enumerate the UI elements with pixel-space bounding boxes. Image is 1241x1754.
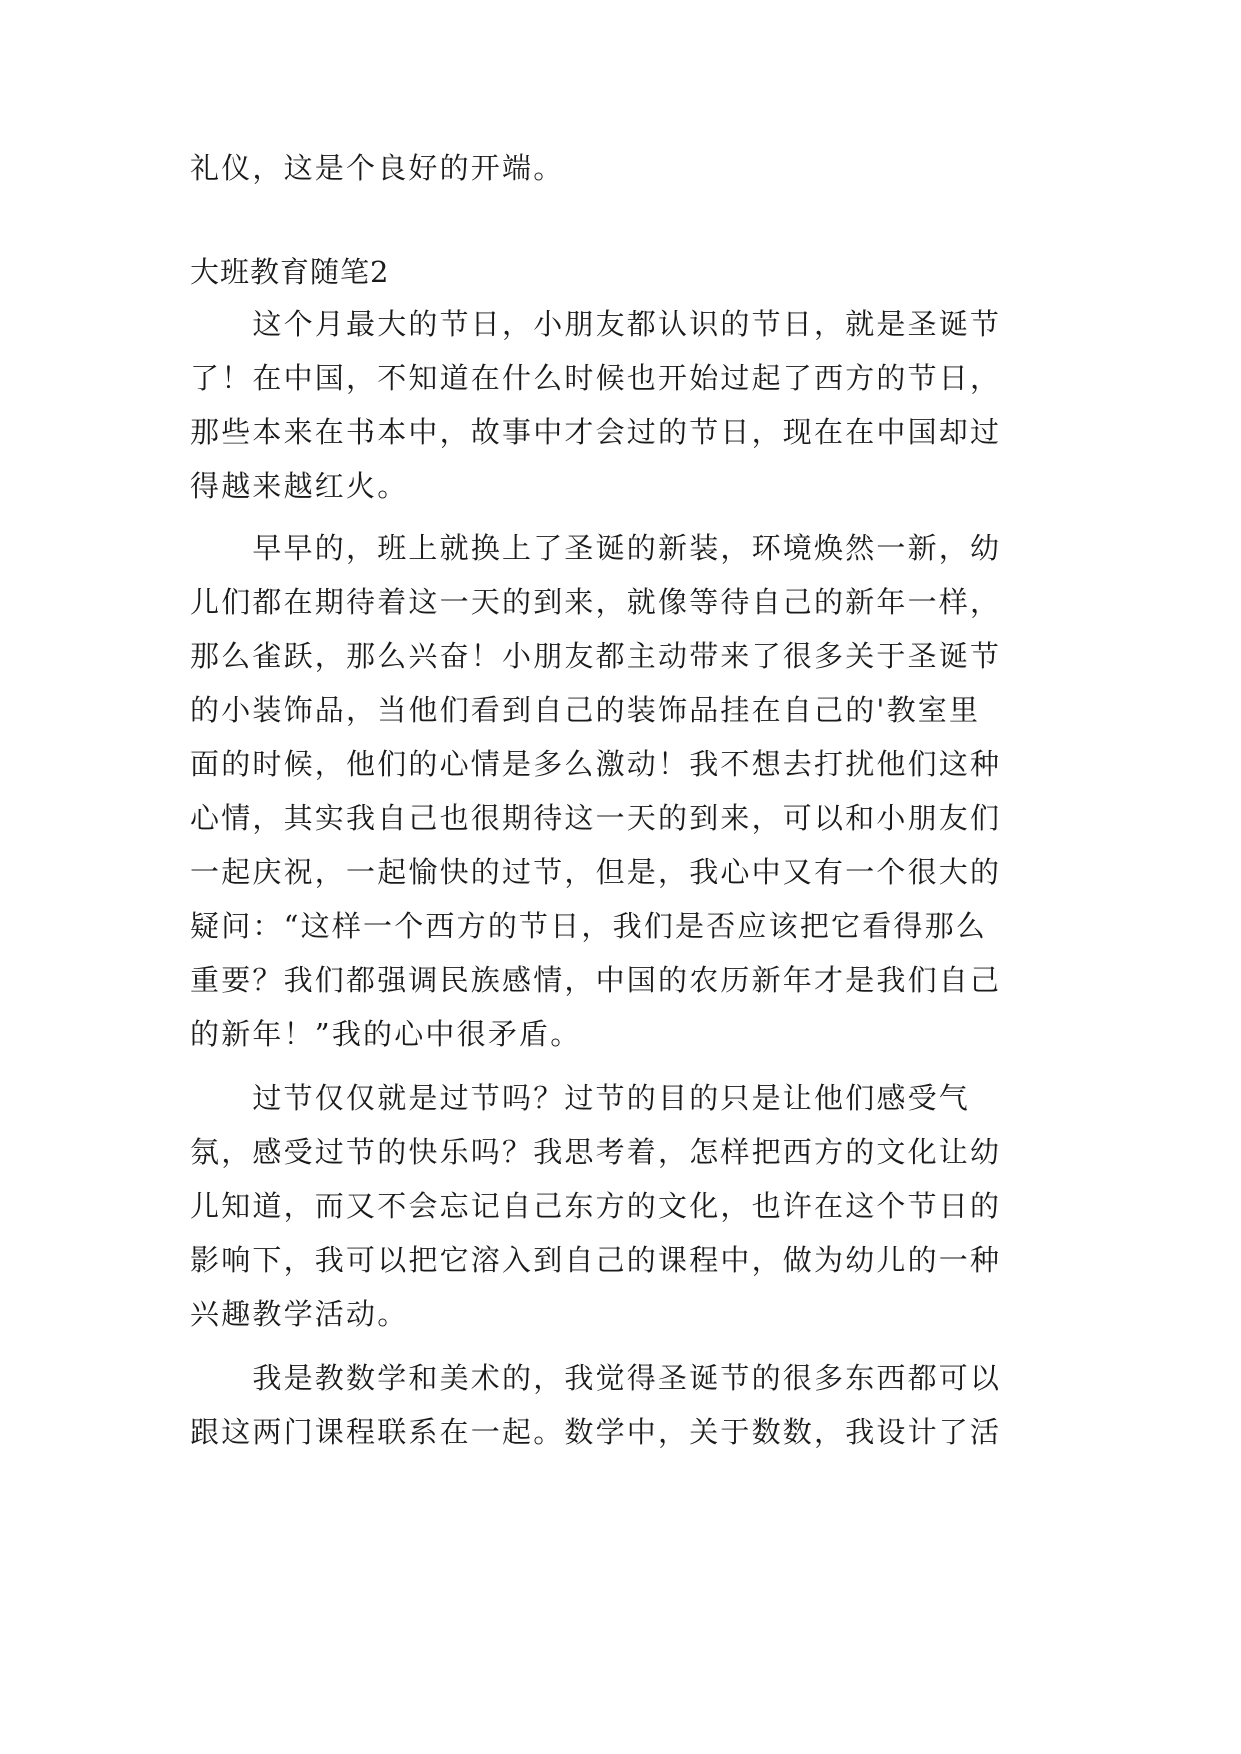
section-heading: 大班教育随笔2 (190, 255, 390, 289)
paragraph-line: 这个月最大的节日，小朋友都认识的节日，就是圣诞节 (190, 307, 1002, 341)
paragraph-line: 疑问：“这样一个西方的节日，我们是否应该把它看得那么 (190, 909, 988, 943)
paragraph-line: 那些本来在书本中，故事中才会过的节日，现在在中国却过 (190, 415, 1002, 449)
paragraph-line: 的小装饰品，当他们看到自己的装饰品挂在自己的'教室里 (190, 693, 981, 727)
paragraph-line: 跟这两门课程联系在一起。数学中，关于数数，我设计了活 (190, 1415, 1002, 1449)
paragraph-line: 得越来越红火。 (190, 469, 409, 503)
paragraph-line: 一起庆祝，一起愉快的过节，但是，我心中又有一个很大的 (190, 855, 1002, 889)
paragraph-line: 我是教数学和美术的，我觉得圣诞节的很多东西都可以 (190, 1361, 1002, 1395)
paragraph-line: 了！在中国，不知道在什么时候也开始过起了西方的节日， (190, 361, 1002, 395)
paragraph-line: 兴趣教学活动。 (190, 1297, 409, 1331)
paragraph-line: 礼仪，这是个良好的开端。 (190, 151, 565, 185)
paragraph-line: 儿们都在期待着这一天的到来，就像等待自己的新年一样， (190, 585, 1002, 619)
paragraph-line: 那么雀跃，那么兴奋！小朋友都主动带来了很多关于圣诞节 (190, 639, 1002, 673)
paragraph-line: 影响下，我可以把它溶入到自己的课程中，做为幼儿的一种 (190, 1243, 1002, 1277)
paragraph-line: 重要？我们都强调民族感情，中国的农历新年才是我们自己 (190, 963, 1002, 997)
paragraph-line: 心情，其实我自己也很期待这一天的到来，可以和小朋友们 (190, 801, 1002, 835)
paragraph-line: 儿知道，而又不会忘记自己东方的文化，也许在这个节日的 (190, 1189, 1002, 1223)
paragraph-line: 的新年！”我的心中很矛盾。 (190, 1017, 582, 1051)
paragraph-line: 面的时候，他们的心情是多么激动！我不想去打扰他们这种 (190, 747, 1002, 781)
paragraph-line: 早早的，班上就换上了圣诞的新装，环境焕然一新，幼 (190, 531, 1002, 565)
paragraph-line: 过节仅仅就是过节吗？过节的目的只是让他们感受气 (190, 1081, 971, 1115)
paragraph-line: 氛，感受过节的快乐吗？我思考着，怎样把西方的文化让幼 (190, 1135, 1002, 1169)
